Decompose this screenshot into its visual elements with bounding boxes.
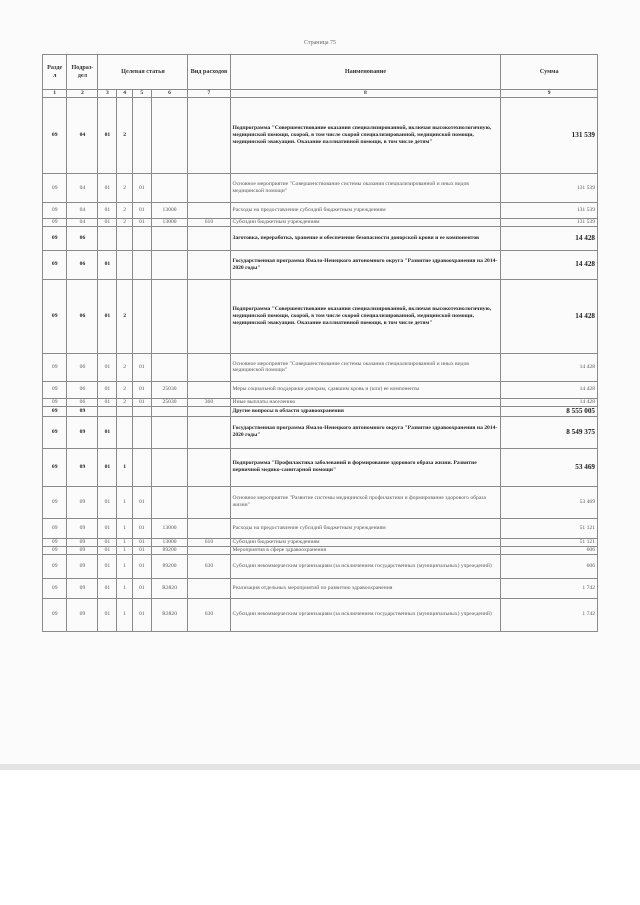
cell-razdel: 09 [43, 416, 67, 448]
header-celevaya-statya: Целевая статья [98, 55, 188, 90]
cell-vid-rashodov [188, 279, 230, 353]
column-index: 9 [501, 90, 598, 98]
table-row [43, 538, 598, 546]
cell-vid-rashodov [188, 226, 230, 250]
cell-program: 01 [98, 98, 117, 174]
cell-subprogram [117, 226, 133, 250]
cell-vid-rashodov [188, 353, 230, 381]
cell-direction: 25030 [151, 381, 188, 398]
cell-direction [151, 353, 188, 381]
cell-sum: 14 428 [501, 353, 598, 381]
cell-podrazdel: 09 [67, 538, 98, 546]
cell-subprogram: 2 [117, 219, 133, 227]
cell-name: Государственная программа Ямало-Ненецкого автономного округа "Развитие здравоохранения на 2014-2020 годы" [230, 250, 501, 279]
cell-program: 01 [98, 174, 117, 203]
cell-podrazdel: 04 [67, 98, 98, 174]
header-row [43, 55, 598, 90]
cell-podrazdel: 09 [67, 416, 98, 448]
cell-activity: 01 [132, 546, 151, 554]
cell-sum: 1 742 [501, 598, 598, 631]
cell-program: 01 [98, 250, 117, 279]
cell-razdel: 09 [43, 98, 67, 174]
cell-podrazdel: 09 [67, 546, 98, 554]
cell-direction: 13000 [151, 518, 188, 538]
cell-sum: 131 539 [501, 174, 598, 203]
cell-razdel: 09 [43, 381, 67, 398]
header-summa: Сумма [501, 55, 598, 90]
cell-podrazdel: 09 [67, 448, 98, 486]
cell-direction [151, 226, 188, 250]
cell-podrazdel: 06 [67, 381, 98, 398]
cell-name: Субсидии некоммерческим организациям (за исключением государственных (муниципальных) учреждений) [230, 598, 501, 631]
cell-direction [151, 486, 188, 518]
cell-program: 01 [98, 546, 117, 554]
cell-activity: 01 [132, 598, 151, 631]
cell-subprogram: 2 [117, 279, 133, 353]
cell-direction [151, 416, 188, 448]
cell-program: 01 [98, 598, 117, 631]
cell-razdel: 09 [43, 518, 67, 538]
cell-subprogram [117, 406, 133, 416]
cell-sum: 131 539 [501, 219, 598, 227]
cell-razdel: 09 [43, 538, 67, 546]
cell-direction [151, 406, 188, 416]
cell-vid-rashodov: 630 [188, 554, 230, 578]
cell-activity: 01 [132, 353, 151, 381]
table-row [43, 598, 598, 631]
header-naimenovanie: Наименование [230, 55, 501, 90]
cell-vid-rashodov [188, 416, 230, 448]
cell-direction [151, 98, 188, 174]
cell-razdel: 09 [43, 250, 67, 279]
cell-program: 01 [98, 578, 117, 598]
cell-razdel: 09 [43, 578, 67, 598]
column-index-row [43, 90, 598, 98]
cell-name: Иные выплаты населению [230, 398, 501, 406]
cell-podrazdel: 09 [67, 578, 98, 598]
cell-razdel: 09 [43, 598, 67, 631]
cell-razdel: 09 [43, 398, 67, 406]
column-index: 7 [188, 90, 230, 98]
cell-program: 01 [98, 219, 117, 227]
table-row [43, 174, 598, 203]
table-row [43, 416, 598, 448]
budget-table [42, 54, 598, 632]
cell-vid-rashodov [188, 406, 230, 416]
cell-name: Субсидии бюджетным учреждениям [230, 538, 501, 546]
cell-razdel: 09 [43, 203, 67, 219]
cell-name: Расходы на предоставление субсидий бюджетным учреждениям [230, 518, 501, 538]
cell-direction [151, 448, 188, 486]
header-razdel: Разде л [43, 55, 67, 90]
cell-vid-rashodov [188, 518, 230, 538]
cell-name: Субсидии некоммерческим организациям (за исключением государственных (муниципальных) учреждений) [230, 554, 501, 578]
table-row [43, 279, 598, 353]
cell-vid-rashodov: 610 [188, 538, 230, 546]
cell-sum: 14 428 [501, 226, 598, 250]
cell-razdel: 09 [43, 226, 67, 250]
table-row [43, 203, 598, 219]
cell-activity [132, 98, 151, 174]
cell-activity: 01 [132, 381, 151, 398]
cell-program: 01 [98, 279, 117, 353]
cell-vid-rashodov [188, 381, 230, 398]
cell-activity [132, 406, 151, 416]
cell-program: 01 [98, 486, 117, 518]
cell-program: 01 [98, 416, 117, 448]
cell-activity [132, 279, 151, 353]
cell-sum: 51 121 [501, 518, 598, 538]
cell-subprogram: 1 [117, 546, 133, 554]
cell-direction: 13000 [151, 219, 188, 227]
page-number: Страница 75 [303, 40, 337, 46]
column-index: 8 [230, 90, 501, 98]
cell-direction: 89200 [151, 546, 188, 554]
cell-name: Подпрограмма "Профилактика заболеваний и формирование здорового образа жизни. Развитие первичной медико-санитарной помощи" [230, 448, 501, 486]
table-row [43, 226, 598, 250]
header-podrazdel: Подраз- дел [67, 55, 98, 90]
table-row [43, 486, 598, 518]
cell-program: 01 [98, 381, 117, 398]
cell-razdel: 09 [43, 546, 67, 554]
cell-program: 01 [98, 203, 117, 219]
header-vid-rashodov: Вид расходов [188, 55, 230, 90]
cell-name: Расходы на предоставление субсидий бюджетным учреждениям [230, 203, 501, 219]
cell-podrazdel: 09 [67, 554, 98, 578]
table-row [43, 98, 598, 174]
table-row [43, 250, 598, 279]
cell-sum: 14 428 [501, 398, 598, 406]
cell-vid-rashodov [188, 250, 230, 279]
cell-sum: 51 121 [501, 538, 598, 546]
cell-sum: 8 549 375 [501, 416, 598, 448]
table-row [43, 219, 598, 227]
cell-direction: 13000 [151, 538, 188, 546]
cell-direction: R3820 [151, 578, 188, 598]
cell-name: Подпрограмма "Совершенствование оказания специализированной, включая высокотехнологичную, медицинской помощи, скорой, в том числе скорой специализированной, медицинской помощи, медицинской эвакуации. Оказание паллиативной помощи, в том числе детям" [230, 98, 501, 174]
cell-vid-rashodov: 360 [188, 398, 230, 406]
cell-program: 01 [98, 518, 117, 538]
cell-vid-rashodov: 630 [188, 598, 230, 631]
cell-subprogram: 2 [117, 203, 133, 219]
cell-direction: 25030 [151, 398, 188, 406]
cell-name: Заготовка, переработка, хранение и обеспечение безопасности донорской крови и ее компонентов [230, 226, 501, 250]
cell-direction: R3820 [151, 598, 188, 631]
cell-direction [151, 250, 188, 279]
cell-name: Другие вопросы в области здравоохранения [230, 406, 501, 416]
cell-vid-rashodov [188, 174, 230, 203]
table-row [43, 546, 598, 554]
column-index: 5 [132, 90, 151, 98]
cell-podrazdel: 06 [67, 279, 98, 353]
cell-vid-rashodov: 610 [188, 219, 230, 227]
cell-subprogram: 1 [117, 538, 133, 546]
cell-activity: 01 [132, 174, 151, 203]
cell-podrazdel: 09 [67, 486, 98, 518]
table-row [43, 554, 598, 578]
cell-sum: 14 428 [501, 381, 598, 398]
cell-podrazdel: 04 [67, 174, 98, 203]
cell-name: Основное мероприятие "Совершенствование системы оказания специализированной и иных видов медицинской помощи" [230, 353, 501, 381]
cell-podrazdel: 06 [67, 250, 98, 279]
cell-direction: 13000 [151, 203, 188, 219]
cell-program: 01 [98, 554, 117, 578]
cell-podrazdel: 09 [67, 406, 98, 416]
cell-direction [151, 279, 188, 353]
cell-activity [132, 416, 151, 448]
cell-activity: 01 [132, 219, 151, 227]
cell-razdel: 09 [43, 174, 67, 203]
cell-program: 01 [98, 353, 117, 381]
cell-subprogram: 2 [117, 174, 133, 203]
cell-subprogram: 1 [117, 598, 133, 631]
cell-subprogram [117, 416, 133, 448]
cell-podrazdel: 06 [67, 398, 98, 406]
cell-name: Мероприятия в сфере здравоохранения [230, 546, 501, 554]
cell-vid-rashodov [188, 448, 230, 486]
column-index: 2 [67, 90, 98, 98]
cell-name: Меры социальной поддержки донорам, сдавшим кровь и (или) ее компоненты [230, 381, 501, 398]
cell-activity [132, 226, 151, 250]
cell-activity: 01 [132, 486, 151, 518]
table-row [43, 448, 598, 486]
cell-podrazdel: 04 [67, 219, 98, 227]
cell-activity: 01 [132, 398, 151, 406]
column-index: 6 [151, 90, 188, 98]
column-index: 1 [43, 90, 67, 98]
table-row [43, 578, 598, 598]
cell-subprogram: 1 [117, 486, 133, 518]
cell-subprogram: 1 [117, 448, 133, 486]
page-edge-shadow [0, 764, 640, 770]
cell-sum: 606 [501, 554, 598, 578]
cell-subprogram: 1 [117, 554, 133, 578]
cell-sum: 1 742 [501, 578, 598, 598]
cell-subprogram: 1 [117, 578, 133, 598]
cell-subprogram [117, 250, 133, 279]
cell-razdel: 09 [43, 448, 67, 486]
cell-vid-rashodov [188, 98, 230, 174]
table-body [43, 98, 598, 632]
table-row [43, 353, 598, 381]
cell-sum: 8 555 005 [501, 406, 598, 416]
cell-subprogram: 1 [117, 518, 133, 538]
cell-sum: 131 539 [501, 98, 598, 174]
cell-sum: 131 539 [501, 203, 598, 219]
cell-name: Государственная программа Ямало-Ненецкого автономного округа "Развитие здравоохранения на 2014-2020 годы" [230, 416, 501, 448]
cell-subprogram: 2 [117, 98, 133, 174]
cell-razdel: 09 [43, 486, 67, 518]
cell-podrazdel: 09 [67, 518, 98, 538]
cell-podrazdel: 06 [67, 353, 98, 381]
cell-activity: 01 [132, 554, 151, 578]
cell-activity [132, 250, 151, 279]
cell-sum: 606 [501, 546, 598, 554]
cell-podrazdel: 09 [67, 598, 98, 631]
cell-sum: 53 469 [501, 448, 598, 486]
cell-program: 01 [98, 448, 117, 486]
cell-activity: 01 [132, 203, 151, 219]
cell-name: Основное мероприятие "Развитие системы медицинской профилактики и формирование здорового образа жизни" [230, 486, 501, 518]
cell-podrazdel: 04 [67, 203, 98, 219]
cell-razdel: 09 [43, 219, 67, 227]
cell-subprogram: 2 [117, 353, 133, 381]
table-row [43, 381, 598, 398]
cell-activity: 01 [132, 538, 151, 546]
cell-direction [151, 174, 188, 203]
table-row [43, 406, 598, 416]
cell-vid-rashodov [188, 578, 230, 598]
cell-vid-rashodov [188, 486, 230, 518]
column-index: 3 [98, 90, 117, 98]
cell-subprogram: 2 [117, 398, 133, 406]
cell-podrazdel: 06 [67, 226, 98, 250]
cell-sum: 14 428 [501, 250, 598, 279]
column-index: 4 [117, 90, 133, 98]
cell-program [98, 226, 117, 250]
cell-activity: 01 [132, 518, 151, 538]
cell-name: Субсидии бюджетным учреждениям [230, 219, 501, 227]
cell-direction: 89200 [151, 554, 188, 578]
cell-razdel: 09 [43, 554, 67, 578]
cell-sum: 53 469 [501, 486, 598, 518]
cell-razdel: 09 [43, 353, 67, 381]
cell-program: 01 [98, 398, 117, 406]
cell-name: Основное мероприятие "Совершенствование системы оказания специализированной и иных видов медицинской помощи" [230, 174, 501, 203]
table-row [43, 518, 598, 538]
cell-sum: 14 428 [501, 279, 598, 353]
cell-vid-rashodov [188, 203, 230, 219]
cell-name: Подпрограмма "Совершенствование оказания специализированной, включая высокотехнологичную, медицинской помощи, скорой, в том числе скорой специализированной, медицинской помощи, медицинской эвакуации. Оказание паллиативной помощи, в том числе детям" [230, 279, 501, 353]
cell-razdel: 09 [43, 406, 67, 416]
cell-subprogram: 2 [117, 381, 133, 398]
cell-vid-rashodov [188, 546, 230, 554]
cell-program [98, 406, 117, 416]
cell-activity [132, 448, 151, 486]
cell-program: 01 [98, 538, 117, 546]
cell-razdel: 09 [43, 279, 67, 353]
table-row [43, 398, 598, 406]
cell-name: Реализация отдельных мероприятий по развитию здравоохранения [230, 578, 501, 598]
cell-activity: 01 [132, 578, 151, 598]
